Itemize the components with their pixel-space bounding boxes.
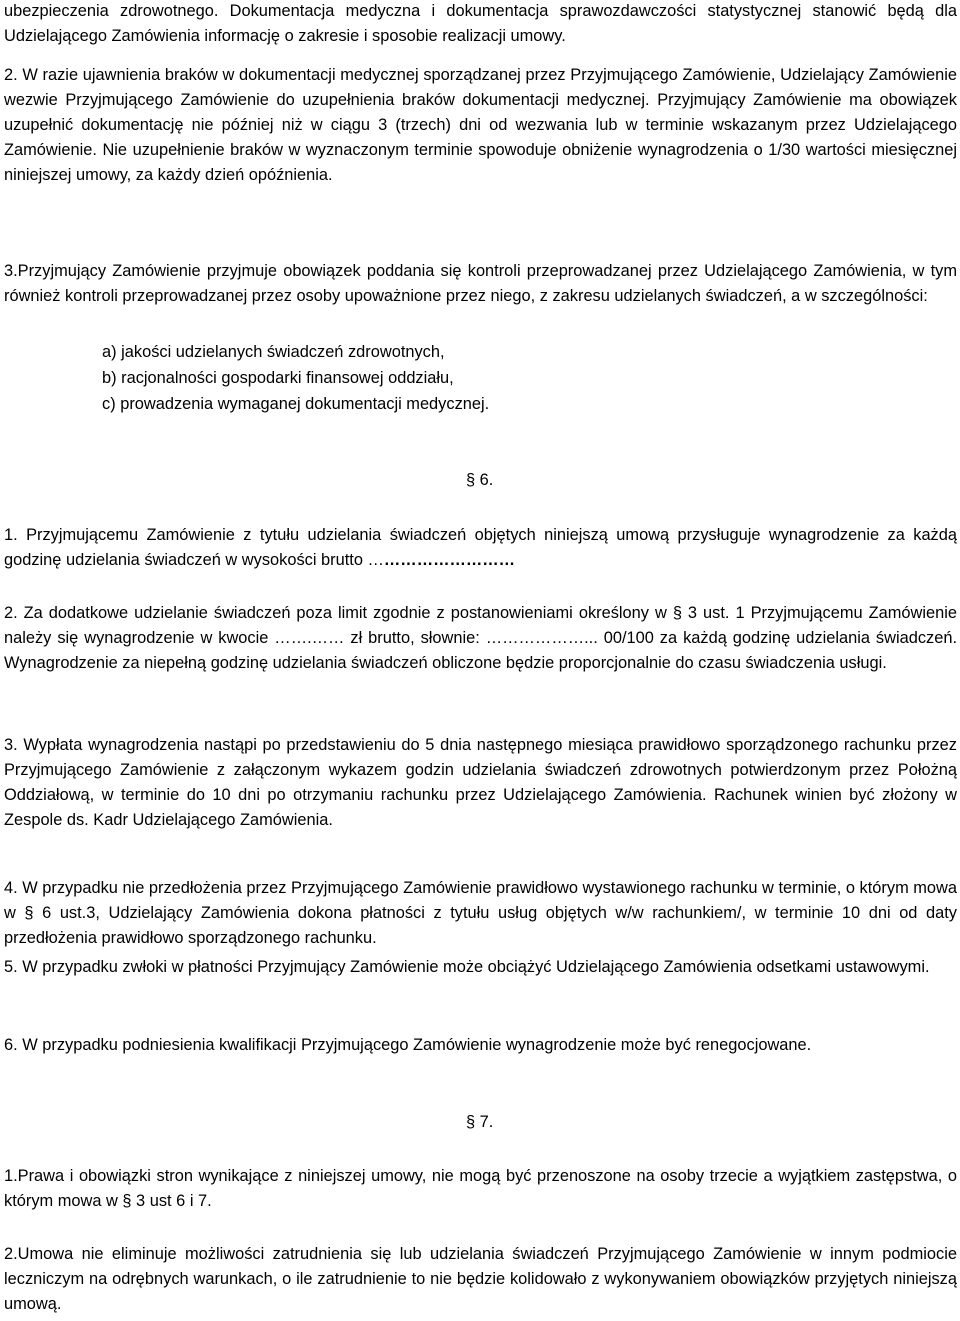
paragraph-5-3: 3.Przyjmujący Zamówienie przyjmuje obowiązek poddania się kontroli przeprowadzanej przez Udzielającego Zamówienia, w tym również kontroli przeprowadzanej przez osoby upoważnione przez niego, z zakresu udzielanych świadczeń, a w szczególności: [4, 262, 957, 305]
list-item: c) prowadzenia wymaganej dokumentacji medycznej. [102, 395, 490, 413]
paragraph-6-1-text: 1. Przyjmującemu Zamówienie z tytułu udzielania świadczeń objętych niniejszą umową przysługuje wynagrodzenie za każdą godzinę udzielania świadczeń w wysokości brutto … [4, 526, 957, 569]
paragraph-6-2: 2. Za dodatkowe udzielanie świadczeń poza limit zgodnie z postanowieniami określony w § 3 ust. 1 Przyjmującemu Zamówienie należy się wynagrodzenie w kwocie …….…… zł brutto, słownie: ………………... 00/100 za każdą godzinę udzielania świadczeń. Wynagrodzenie za niepełną godzinę udzielania świadczeń obliczone będzie proporcjonalnie do czasu świadczenia usługi. [4, 604, 957, 672]
section-heading-7: § 7. [466, 1113, 494, 1131]
paragraph-6-6: 6. W przypadku podniesienia kwalifikacji Przyjmującego Zamówienie wynagrodzenie może być renegocjowane. [4, 1036, 812, 1054]
paragraph-6-1 [4, 523, 957, 573]
paragraph-7-1: 1.Prawa i obowiązki stron wynikające z niniejszej umowy, nie mogą być przenoszone na osoby trzecie a wyjątkiem zastępstwa, o którym mowa w § 3 ust 6 i 7. [4, 1167, 957, 1210]
paragraph-5-2: 2. W razie ujawnienia braków w dokumentacji medycznej sporządzanej przez Przyjmującego Zamówienie, Udzielający Zamówienie wezwie Przyjmującego Zamówienie do uzupełnienia braków dokumentacji medycznej. Przyjmujący Zamówienie ma obowiązek uzupełnić dokumentację nie później niż w ciągu 3 (trzech) dni od wezwania lub w terminie wskazanym przez Udzielającego Zamówienie. Nie uzupełnienie braków w wyznaczonym terminie spowoduje obniżenie wynagrodzenia o 1/30 wartości miesięcznej niniejszej umowy, za każdy dzień opóźnienia. [4, 66, 957, 184]
paragraph-6-5: 5. W przypadku zwłoki w płatności Przyjmujący Zamówienie może obciążyć Udzielającego Zamówienia odsetkami ustawowymi. [4, 958, 930, 976]
list-item: a) jakości udzielanych świadczeń zdrowotnych, [102, 343, 445, 361]
paragraph-6-3: 3. Wypłata wynagrodzenia nastąpi po przedstawieniu do 5 dnia następnego miesiąca prawidłowo sporządzonego rachunku przez Przyjmującego Zamówienie z załączonym wykazem godzin udzielania świadczeń zdrowotnych potwierdzonym przez Położną Oddziałową, w terminie do 10 dni po otrzymaniu rachunku przez Udzielającego Zamówienia. Rachunek winien być złożony w Zespole ds. Kadr Udzielającego Zamówienia. [4, 736, 957, 829]
paragraph-7-2: 2.Umowa nie eliminuje możliwości zatrudnienia się lub udzielania świadczeń Przyjmującego Zamówienie w innym podmiocie leczniczym na odrębnych warunkach, o ile zatrudnienie to nie będzie kolidowało z wykonywaniem obowiązków przyjętych niniejszą umową. [4, 1245, 957, 1313]
paragraph-intro: ubezpieczenia zdrowotnego. Dokumentacja medyczna i dokumentacja sprawozdawczości statystycznej stanowić będą dla Udzielającego Zamówienia informację o zakresie i sposobie realizacji umowy. [4, 2, 957, 45]
document-page [4, 0, 957, 1321]
section-heading-6: § 6. [466, 471, 494, 489]
amount-blank: …………………… [383, 551, 516, 569]
paragraph-6-4: 4. W przypadku nie przedłożenia przez Przyjmującego Zamówienie prawidłowo wystawionego rachunku w terminie, o którym mowa w § 6 ust.3, Udzielający Zamówienia dokona płatności z tytułu usług objętych w/w rachunkiem/, w terminie 10 dni od daty przedłożenia prawidłowo sporządzonego rachunku. [4, 879, 957, 947]
list-item: b) racjonalności gospodarki finansowej oddziału, [102, 369, 454, 387]
